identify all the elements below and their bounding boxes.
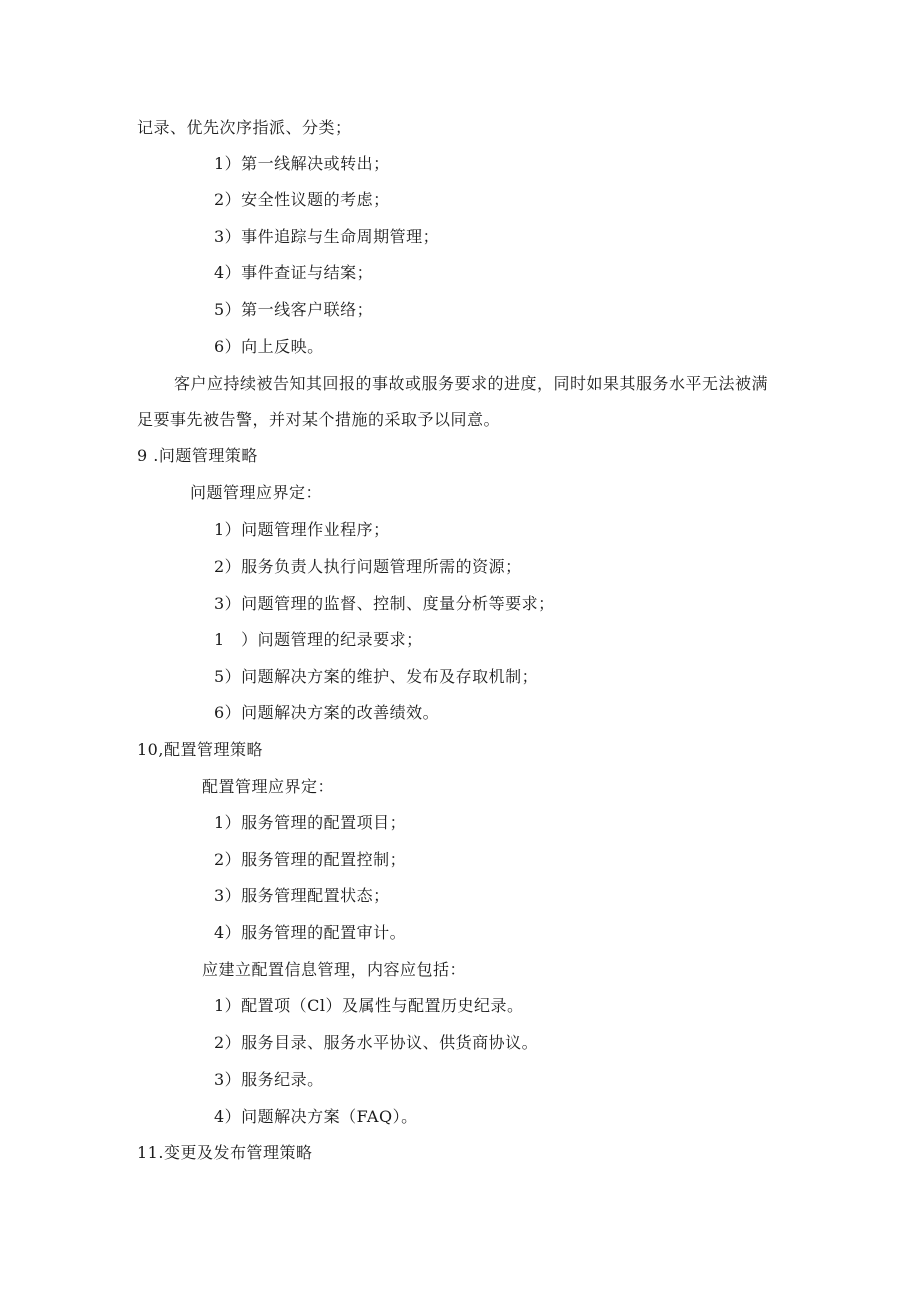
list-item: 4）事件查证与结案； (214, 263, 374, 282)
section-heading: 11.变更及发布管理策略 (137, 1143, 313, 1162)
list-item: 1 ）问题管理的纪录要求； (214, 630, 423, 649)
list-item: 2）服务负责人执行问题管理所需的资源； (214, 557, 522, 576)
list-item: 3）服务纪录。 (214, 1070, 324, 1089)
list-item: 4）服务管理的配置审计。 (214, 923, 407, 942)
paragraph-line: 足要事先被告警，并对某个措施的采取予以同意。 (137, 410, 501, 429)
list-item: 3）事件追踪与生命周期管理； (214, 227, 440, 246)
list-item: 5）第一线客户联络； (214, 300, 374, 319)
list-item: 3）服务管理配置状态； (214, 886, 390, 905)
text-line: 记录、优先次序指派、分类； (137, 118, 352, 137)
section-intro: 问题管理应界定： (190, 483, 323, 502)
section-intro: 配置管理应界定： (202, 777, 335, 796)
list-item: 1）问题管理作业程序； (214, 520, 390, 539)
list-item: 2）服务目录、服务水平协议、供货商协议。 (214, 1033, 539, 1052)
list-item: 2）安全性议题的考虑； (214, 190, 390, 209)
list-item: 1）第一线解决或转出； (214, 154, 390, 173)
section-intro: 应建立配置信息管理，内容应包括： (202, 960, 467, 979)
list-item: 1）配置项（Cl）及属性与配置历史纪录。 (214, 996, 524, 1015)
section-heading: 10,配置管理策略 (137, 740, 263, 759)
list-item: 6）问题解决方案的改善绩效。 (214, 703, 440, 722)
section-heading: 9 .问题管理策略 (137, 446, 258, 465)
list-item: 3）问题管理的监督、控制、度量分析等要求； (214, 594, 555, 613)
list-item: 1）服务管理的配置项目； (214, 813, 407, 832)
list-item: 4）问题解决方案（FAQ）。 (214, 1107, 418, 1126)
paragraph-line: 客户应持续被告知其回报的事故或服务要求的进度，同时如果其服务水平无法被满 (174, 374, 769, 393)
list-item: 5）问题解决方案的维护、发布及存取机制； (214, 667, 539, 686)
list-item: 2）服务管理的配置控制； (214, 850, 407, 869)
list-item: 6）向上反映。 (214, 337, 324, 356)
